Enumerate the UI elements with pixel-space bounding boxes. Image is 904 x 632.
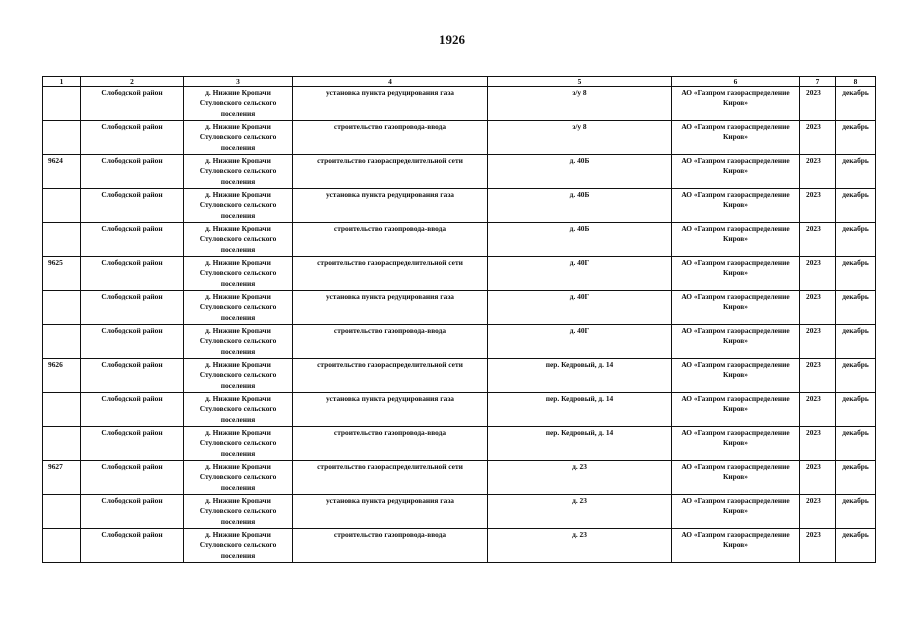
cell-organization: АО «Газпром газораспределение Киров» [672,87,800,121]
table-row [43,427,876,461]
cell-number [43,325,81,359]
table-row [43,529,876,563]
cell-organization: АО «Газпром газораспределение Киров» [672,495,800,529]
cell-address: пер. Кедровый, д. 14 [488,427,672,461]
cell-address: д. 23 [488,495,672,529]
cell-district: Слободской район [81,529,184,563]
cell-month: декабрь [836,359,876,393]
cell-locality: д. Нижние Кропачи Стуловского сельского поселения [184,359,293,393]
cell-number [43,121,81,155]
cell-work-type: строительство газораспределительной сети [293,359,488,393]
column-header-4: 4 [293,77,488,87]
cell-work-type: установка пункта редуцирования газа [293,495,488,529]
cell-year: 2023 [800,393,836,427]
cell-locality: д. Нижние Кропачи Стуловского сельского поселения [184,257,293,291]
cell-work-type: строительство газораспределительной сети [293,461,488,495]
cell-year: 2023 [800,257,836,291]
column-header-2: 2 [81,77,184,87]
cell-number: 9626 [43,359,81,393]
table-row [43,325,876,359]
column-header-8: 8 [836,77,876,87]
cell-organization: АО «Газпром газораспределение Киров» [672,359,800,393]
table-row [43,121,876,155]
cell-year: 2023 [800,461,836,495]
cell-month: декабрь [836,427,876,461]
column-header-1: 1 [43,77,81,87]
cell-number [43,495,81,529]
cell-year: 2023 [800,121,836,155]
cell-number [43,291,81,325]
cell-address: д. 23 [488,461,672,495]
cell-work-type: строительство газораспределительной сети [293,257,488,291]
cell-district: Слободской район [81,461,184,495]
cell-year: 2023 [800,291,836,325]
cell-locality: д. Нижние Кропачи Стуловского сельского поселения [184,121,293,155]
cell-address: з/у 8 [488,121,672,155]
cell-district: Слободской район [81,155,184,189]
cell-number [43,529,81,563]
cell-year: 2023 [800,87,836,121]
table-row [43,495,876,529]
cell-district: Слободской район [81,189,184,223]
cell-organization: АО «Газпром газораспределение Киров» [672,325,800,359]
column-header-6: 6 [672,77,800,87]
cell-number [43,189,81,223]
cell-district: Слободской район [81,325,184,359]
cell-work-type: установка пункта редуцирования газа [293,189,488,223]
cell-number [43,87,81,121]
cell-address: д. 40Г [488,257,672,291]
cell-locality: д. Нижние Кропачи Стуловского сельского поселения [184,393,293,427]
cell-address: д. 40Б [488,223,672,257]
registry-table [42,76,876,563]
cell-number [43,223,81,257]
cell-address: д. 40Б [488,155,672,189]
cell-organization: АО «Газпром газораспределение Киров» [672,461,800,495]
cell-organization: АО «Газпром газораспределение Киров» [672,257,800,291]
cell-organization: АО «Газпром газораспределение Киров» [672,121,800,155]
cell-district: Слободской район [81,291,184,325]
table-row [43,155,876,189]
cell-year: 2023 [800,155,836,189]
cell-address: пер. Кедровый, д. 14 [488,359,672,393]
cell-number: 9624 [43,155,81,189]
cell-year: 2023 [800,495,836,529]
table-row [43,359,876,393]
cell-work-type: строительство газопровода-ввода [293,121,488,155]
cell-year: 2023 [800,325,836,359]
cell-year: 2023 [800,359,836,393]
cell-locality: д. Нижние Кропачи Стуловского сельского поселения [184,87,293,121]
cell-address: пер. Кедровый, д. 14 [488,393,672,427]
cell-organization: АО «Газпром газораспределение Киров» [672,291,800,325]
cell-month: декабрь [836,495,876,529]
cell-district: Слободской район [81,223,184,257]
page-number: 1926 [439,32,465,47]
cell-number: 9627 [43,461,81,495]
cell-district: Слободской район [81,427,184,461]
cell-work-type: строительство газораспределительной сети [293,155,488,189]
cell-number [43,393,81,427]
column-header-7: 7 [800,77,836,87]
cell-month: декабрь [836,291,876,325]
cell-district: Слободской район [81,121,184,155]
cell-locality: д. Нижние Кропачи Стуловского сельского поселения [184,189,293,223]
cell-district: Слободской район [81,393,184,427]
cell-locality: д. Нижние Кропачи Стуловского сельского поселения [184,223,293,257]
cell-district: Слободской район [81,257,184,291]
cell-organization: АО «Газпром газораспределение Киров» [672,529,800,563]
cell-work-type: установка пункта редуцирования газа [293,393,488,427]
cell-year: 2023 [800,529,836,563]
cell-number: 9625 [43,257,81,291]
cell-month: декабрь [836,223,876,257]
cell-month: декабрь [836,325,876,359]
cell-month: декабрь [836,87,876,121]
table-row [43,223,876,257]
cell-work-type: строительство газопровода-ввода [293,427,488,461]
cell-locality: д. Нижние Кропачи Стуловского сельского поселения [184,529,293,563]
cell-month: декабрь [836,121,876,155]
column-header-5: 5 [488,77,672,87]
cell-address: д. 40Б [488,189,672,223]
table-row [43,291,876,325]
cell-work-type: строительство газопровода-ввода [293,529,488,563]
cell-work-type: установка пункта редуцирования газа [293,87,488,121]
cell-month: декабрь [836,155,876,189]
cell-number [43,427,81,461]
cell-locality: д. Нижние Кропачи Стуловского сельского поселения [184,325,293,359]
cell-organization: АО «Газпром газораспределение Киров» [672,393,800,427]
cell-locality: д. Нижние Кропачи Стуловского сельского поселения [184,461,293,495]
table-row [43,393,876,427]
cell-work-type: строительство газопровода-ввода [293,223,488,257]
cell-address: д. 23 [488,529,672,563]
cell-year: 2023 [800,223,836,257]
cell-organization: АО «Газпром газораспределение Киров» [672,155,800,189]
table-row [43,257,876,291]
cell-address: д. 40Г [488,291,672,325]
cell-year: 2023 [800,189,836,223]
cell-locality: д. Нижние Кропачи Стуловского сельского поселения [184,427,293,461]
cell-organization: АО «Газпром газораспределение Киров» [672,189,800,223]
cell-district: Слободской район [81,495,184,529]
cell-year: 2023 [800,427,836,461]
cell-work-type: установка пункта редуцирования газа [293,291,488,325]
table-body [43,87,876,563]
cell-locality: д. Нижние Кропачи Стуловского сельского поселения [184,155,293,189]
cell-district: Слободской район [81,87,184,121]
cell-district: Слободской район [81,359,184,393]
cell-address: з/у 8 [488,87,672,121]
table-row [43,189,876,223]
cell-month: декабрь [836,393,876,427]
cell-address: д. 40Г [488,325,672,359]
cell-locality: д. Нижние Кропачи Стуловского сельского поселения [184,495,293,529]
cell-month: декабрь [836,189,876,223]
cell-locality: д. Нижние Кропачи Стуловского сельского поселения [184,291,293,325]
cell-month: декабрь [836,257,876,291]
cell-month: декабрь [836,529,876,563]
table-row [43,87,876,121]
cell-organization: АО «Газпром газораспределение Киров» [672,223,800,257]
table-row [43,461,876,495]
column-header-3: 3 [184,77,293,87]
cell-organization: АО «Газпром газораспределение Киров» [672,427,800,461]
header-row [43,77,876,87]
cell-month: декабрь [836,461,876,495]
cell-work-type: строительство газопровода-ввода [293,325,488,359]
